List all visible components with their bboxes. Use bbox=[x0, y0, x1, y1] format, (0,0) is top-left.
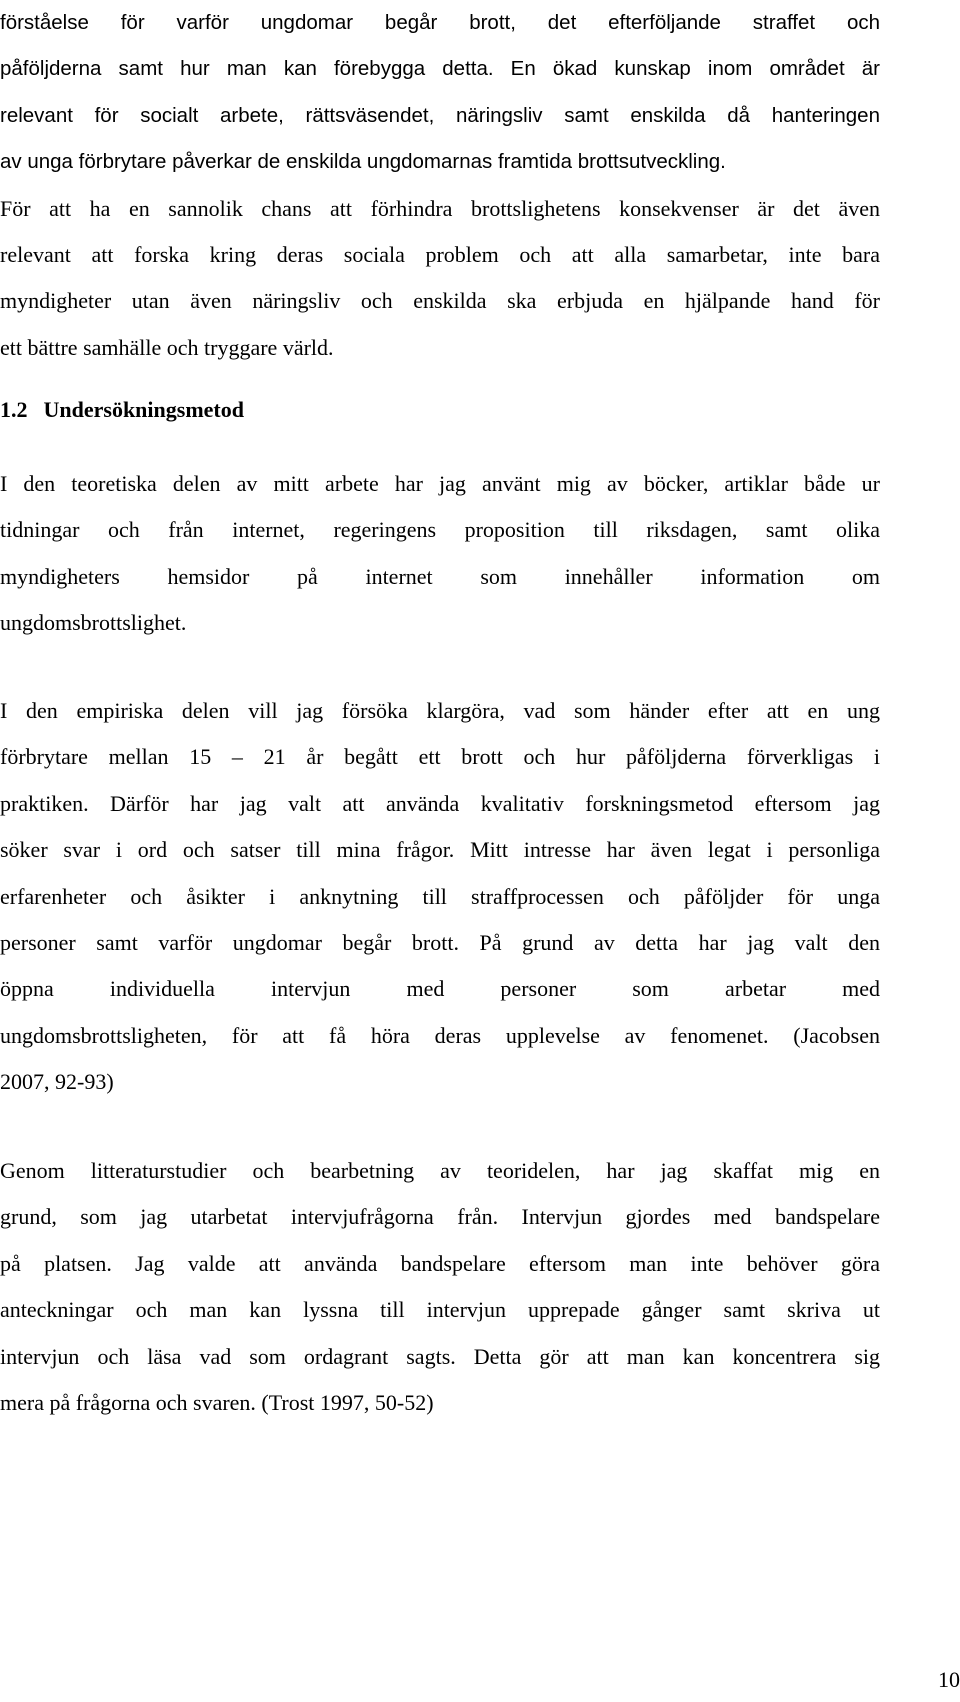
paragraph-empirical bbox=[0, 688, 880, 1106]
text-line: relevant för socialt arbete, rättsväsendet, näringsliv samt enskilda då hanteringen bbox=[0, 103, 880, 127]
section-number: 1.2 bbox=[0, 397, 28, 422]
text-line: tidningar och från internet, regeringens proposition till riksdagen, samt olika bbox=[0, 517, 880, 543]
text-line: erfarenheter och åsikter i anknytning till straffprocessen och påföljder för unga bbox=[0, 883, 880, 909]
section-heading bbox=[0, 387, 244, 433]
page-number: 10 bbox=[938, 1667, 960, 1692]
text-line: söker svar i ord och satser till mina frågor. Mitt intresse har även legat i personliga bbox=[0, 837, 880, 863]
paragraph-literature bbox=[0, 1148, 880, 1426]
paragraph-theory bbox=[0, 461, 880, 647]
section-title: Undersökningsmetod bbox=[43, 397, 244, 422]
text-line: 2007, 92-93) bbox=[0, 1069, 114, 1095]
text-line: av unga förbrytare påverkar de enskilda ungdomarnas framtida brottsutveckling. bbox=[0, 150, 726, 174]
text-line: öppna individuella intervjun med personer som arbetar med bbox=[0, 976, 880, 1002]
text-line: ungdomsbrottsligheten, för att få höra deras upplevelse av fenomenet. (Jacobsen bbox=[0, 1022, 880, 1048]
text-line: förbrytare mellan 15 – 21 år begått ett brott och hur påföljderna förverkligas i bbox=[0, 744, 880, 770]
text-line: intervjun och läsa vad som ordagrant sagts. Detta gör att man kan koncentrera sig bbox=[0, 1343, 880, 1369]
text-line: praktiken. Därför har jag valt att använda kvalitativ forskningsmetod eftersom jag bbox=[0, 790, 880, 816]
text-line: grund, som jag utarbetat intervjufrågorna från. Intervjun gjordes med bandspelare bbox=[0, 1204, 880, 1230]
text-line: myndigheter utan även näringsliv och enskilda ska erbjuda en hjälpande hand för bbox=[0, 288, 880, 314]
text-line: på platsen. Jag valde att använda bandspelare eftersom man inte behöver göra bbox=[0, 1250, 880, 1276]
text-line: För att ha en sannolik chans att förhindra brottslighetens konsekvenser är det även bbox=[0, 195, 880, 221]
text-line: ett bättre samhälle och tryggare värld. bbox=[0, 334, 334, 360]
text-line: myndigheters hemsidor på internet som innehåller information om bbox=[0, 563, 880, 589]
paragraph-intro bbox=[0, 0, 880, 371]
text-line: ungdomsbrottslighet. bbox=[0, 610, 187, 636]
text-line: påföljderna samt hur man kan förebygga detta. En ökad kunskap inom området är bbox=[0, 57, 880, 81]
text-line: anteckningar och man kan lyssna till intervjun upprepade gånger samt skriva ut bbox=[0, 1297, 880, 1323]
text-line: relevant att forska kring deras sociala problem och att alla samarbetar, inte bara bbox=[0, 241, 880, 267]
text-line: personer samt varför ungdomar begår brott. På grund av detta har jag valt den bbox=[0, 929, 880, 955]
text-line: mera på frågorna och svaren. (Trost 1997, 50-52) bbox=[0, 1389, 434, 1415]
text-line: Genom litteraturstudier och bearbetning av teoridelen, har jag skaffat mig en bbox=[0, 1158, 880, 1183]
text-line: förståelse för varför ungdomar begår brott, det efterföljande straffet och bbox=[0, 11, 880, 34]
text-line: I den empiriska delen vill jag försöka klargöra, vad som händer efter att en ung bbox=[0, 698, 880, 723]
text-line: I den teoretiska delen av mitt arbete har jag använt mig av böcker, artiklar både ur bbox=[0, 471, 880, 496]
